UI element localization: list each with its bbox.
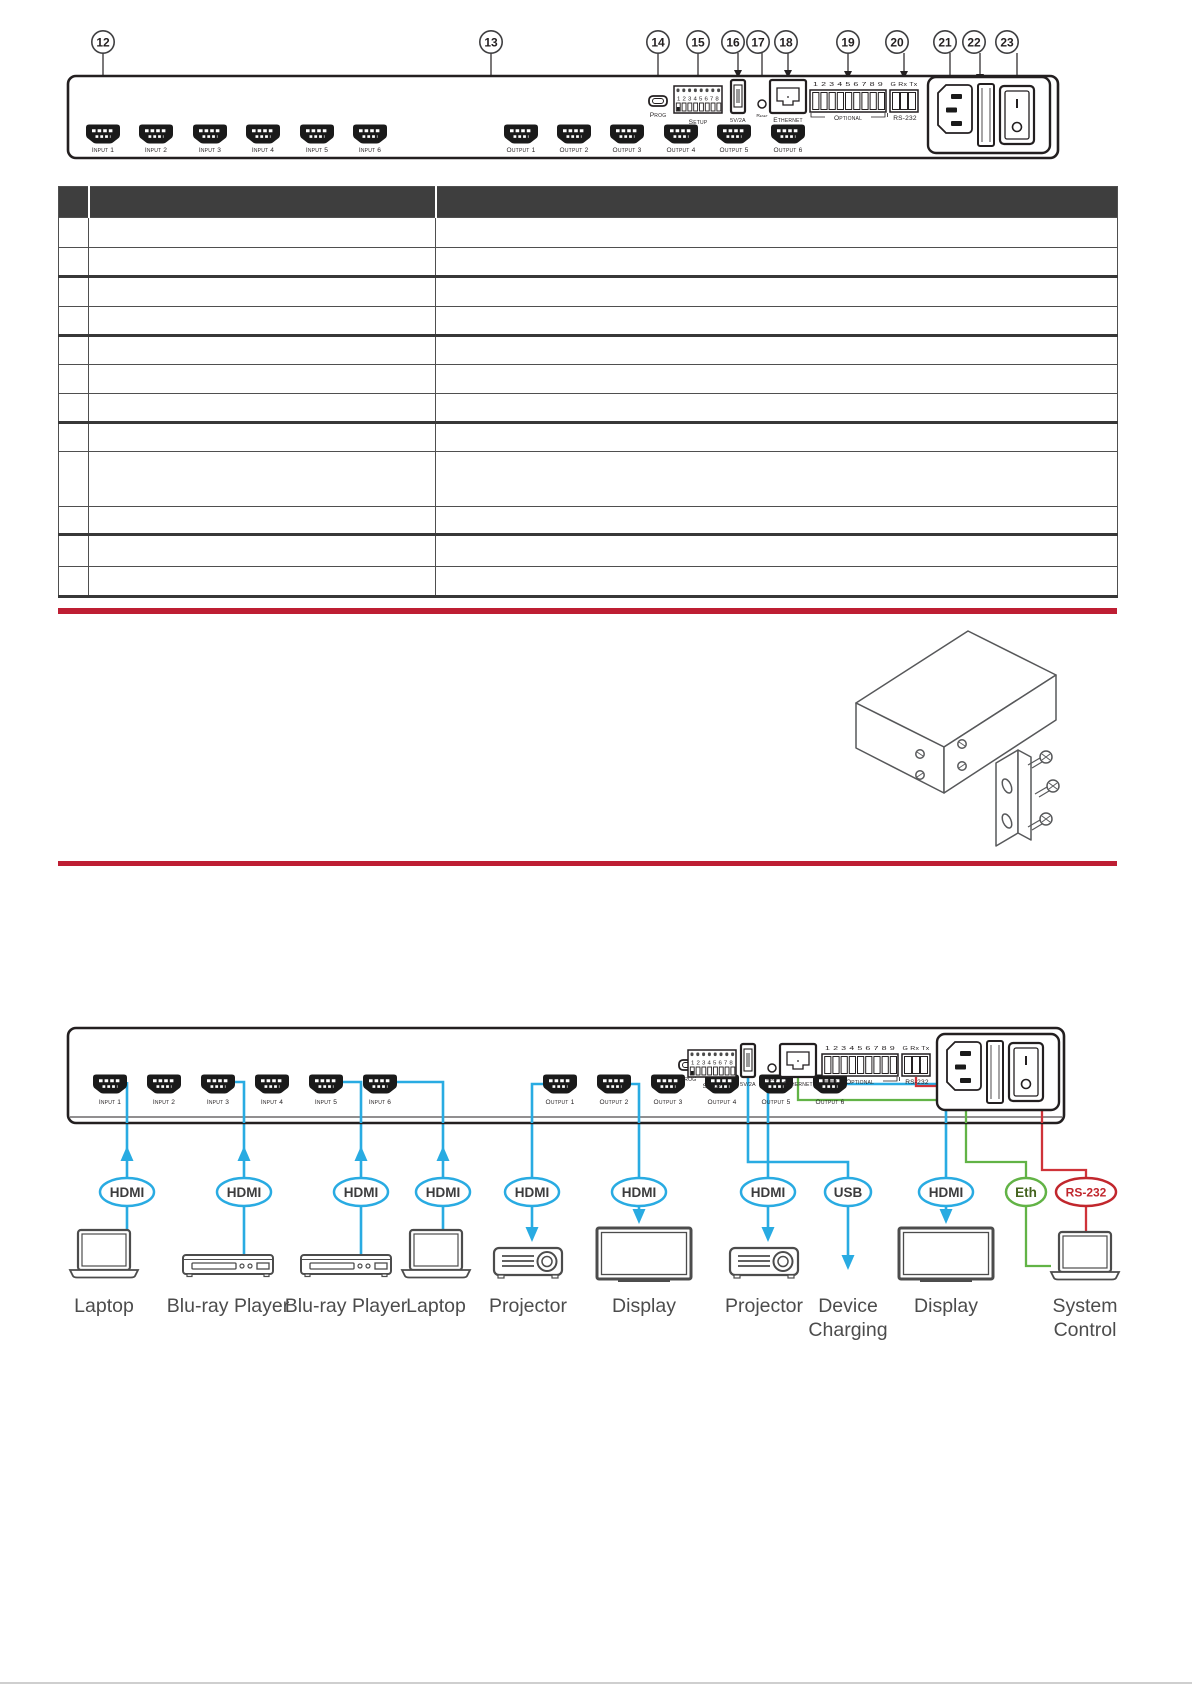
rear-panel-diagram	[0, 0, 1192, 180]
arrow-down-icon	[940, 1209, 953, 1224]
callout-15: 15	[691, 35, 705, 50]
table-cell	[436, 336, 1118, 365]
output5-label: Output 5	[761, 1099, 791, 1106]
input1-label: Input 1	[98, 1099, 122, 1106]
table-cell	[59, 218, 89, 248]
table-cell	[59, 365, 89, 394]
output4-label: Output 4	[666, 147, 696, 154]
table-cell	[59, 423, 89, 452]
input2-label: Input 2	[144, 147, 168, 154]
hdmi-badge	[416, 1178, 470, 1206]
ear-bracket	[996, 750, 1031, 846]
table-cell	[436, 507, 1118, 535]
svg-text:HDMI: HDMI	[514, 1185, 550, 1200]
connection-badges	[100, 1178, 1116, 1206]
table-cell	[89, 452, 436, 507]
arrow-down-icon	[762, 1227, 775, 1242]
table-row	[59, 365, 1118, 394]
callout-20: 20	[890, 35, 904, 50]
mounting-screws	[1028, 751, 1059, 830]
hdmi-badge	[505, 1178, 559, 1206]
hdmi-badge	[612, 1178, 666, 1206]
svg-text:RS-232: RS-232	[1065, 1185, 1107, 1200]
device-label: System	[1052, 1295, 1118, 1317]
header-cell-function	[436, 187, 1118, 218]
output4-label: Output 4	[707, 1099, 737, 1106]
table-cell	[436, 277, 1118, 307]
page-bottom-rule	[0, 1682, 1192, 1684]
section-divider-bottom	[58, 861, 1117, 866]
table-cell	[89, 423, 436, 452]
output3-label: Output 3	[653, 1099, 683, 1106]
device-label: Display	[914, 1295, 978, 1317]
svg-text:HDMI: HDMI	[621, 1185, 657, 1200]
device-label: Projector	[488, 1295, 568, 1317]
table-row	[59, 535, 1118, 567]
table-cell	[59, 394, 89, 423]
table-cell	[436, 307, 1118, 336]
arrow-up-icon	[121, 1146, 134, 1161]
table-cell	[89, 307, 436, 336]
input2-label: Input 2	[152, 1099, 176, 1106]
output6-label: Output 6	[773, 147, 803, 154]
arrow-up-icon	[238, 1146, 251, 1161]
arrow-up-icon	[437, 1146, 450, 1161]
output6-label: Output 6	[815, 1099, 845, 1106]
table-cell	[436, 535, 1118, 567]
usb-badge	[825, 1178, 871, 1206]
output5-label: Output 5	[719, 147, 749, 154]
table-cell	[436, 452, 1118, 507]
hdmi-badge	[334, 1178, 388, 1206]
svg-text:HDMI: HDMI	[928, 1185, 964, 1200]
table-cell	[59, 277, 89, 307]
connection-diagram	[0, 1020, 1192, 1365]
rack-ears-illustration	[850, 615, 1065, 860]
table-row	[59, 277, 1118, 307]
table-cell	[89, 507, 436, 535]
spec-table-head	[59, 187, 1118, 218]
hdmi-badge	[919, 1178, 973, 1206]
table-cell	[59, 336, 89, 365]
device-label: Charging	[808, 1319, 888, 1341]
table-cell	[436, 365, 1118, 394]
input3-label: Input 3	[206, 1099, 230, 1106]
input3-label: Input 3	[198, 147, 222, 154]
table-cell	[59, 248, 89, 277]
hdmi-badge	[100, 1178, 154, 1206]
table-cell	[89, 277, 436, 307]
table-cell	[89, 535, 436, 567]
output1-label: Output 1	[506, 147, 536, 154]
output3-label: Output 3	[612, 147, 642, 154]
table-row	[59, 218, 1118, 248]
input6-label: Input 6	[358, 147, 382, 154]
table-cell	[89, 567, 436, 597]
input4-label: Input 4	[260, 1099, 284, 1106]
table-cell	[59, 567, 89, 597]
svg-text:Eth: Eth	[1015, 1185, 1037, 1200]
table-row	[59, 248, 1118, 277]
callout-23: 23	[1000, 35, 1014, 50]
hdmi-badge	[741, 1178, 795, 1206]
input5-label: Input 5	[314, 1099, 338, 1106]
table-row	[59, 507, 1118, 535]
eth-badge	[1006, 1178, 1046, 1206]
output2-label: Output 2	[599, 1099, 629, 1106]
callout-18: 18	[779, 35, 793, 50]
device-label: Device	[818, 1295, 878, 1317]
table-cell	[436, 248, 1118, 277]
arrow-down-icon	[842, 1255, 855, 1270]
output1-label: Output 1	[545, 1099, 575, 1106]
table-row	[59, 567, 1118, 597]
svg-text:HDMI: HDMI	[750, 1185, 786, 1200]
device-labels	[74, 1295, 1117, 1341]
output2-label: Output 2	[559, 147, 589, 154]
device-label: Laptop	[406, 1295, 466, 1317]
header-cell-num	[59, 187, 89, 218]
table-row	[59, 394, 1118, 423]
table-header-row	[59, 187, 1118, 218]
svg-text:HDMI: HDMI	[226, 1185, 262, 1200]
arrow-down-icon	[633, 1209, 646, 1224]
callouts	[92, 31, 1018, 53]
device-label: Display	[612, 1295, 676, 1317]
table-cell	[89, 248, 436, 277]
input4-label: Input 4	[251, 147, 275, 154]
table-cell	[59, 507, 89, 535]
input1-label: Input 1	[91, 147, 115, 154]
table-cell	[89, 336, 436, 365]
device-label: Projector	[724, 1295, 804, 1317]
device-label: Laptop	[74, 1295, 134, 1317]
table-row	[59, 452, 1118, 507]
callout-17: 17	[751, 35, 765, 50]
device-label: Blu-ray Player	[166, 1295, 290, 1317]
table-cell	[436, 423, 1118, 452]
table-cell	[89, 394, 436, 423]
svg-text:HDMI: HDMI	[425, 1185, 461, 1200]
svg-text:HDMI: HDMI	[109, 1185, 145, 1200]
table-row	[59, 336, 1118, 365]
callout-22: 22	[967, 35, 981, 50]
hdmi-badge	[217, 1178, 271, 1206]
callout-13: 13	[484, 35, 498, 50]
device-label: Control	[1053, 1319, 1117, 1341]
spec-table	[58, 186, 1118, 598]
table-row	[59, 307, 1118, 336]
callout-12: 12	[96, 35, 110, 50]
input5-label: Input 5	[305, 147, 329, 154]
spec-table-body	[59, 218, 1118, 597]
table-cell	[436, 218, 1118, 248]
table-cell	[89, 365, 436, 394]
table-cell	[59, 452, 89, 507]
rs232-badge	[1056, 1178, 1116, 1206]
table-cell	[436, 567, 1118, 597]
svg-text:USB: USB	[833, 1185, 863, 1200]
table-cell	[89, 218, 436, 248]
header-cell-feature	[89, 187, 436, 218]
callout-21: 21	[938, 35, 952, 50]
feature-table	[58, 186, 1118, 598]
callout-14: 14	[651, 35, 665, 50]
table-row	[59, 423, 1118, 452]
callout-19: 19	[841, 35, 855, 50]
device-label: Blu-ray Player	[284, 1295, 408, 1317]
table-cell	[59, 535, 89, 567]
arrow-up-icon	[355, 1146, 368, 1161]
devices	[70, 1228, 1119, 1282]
section-divider-top	[58, 608, 1117, 614]
callout-16: 16	[726, 35, 740, 50]
arrow-down-icon	[526, 1227, 539, 1242]
table-cell	[436, 394, 1118, 423]
input6-label: Input 6	[368, 1099, 392, 1106]
svg-text:HDMI: HDMI	[343, 1185, 379, 1200]
table-cell	[59, 307, 89, 336]
